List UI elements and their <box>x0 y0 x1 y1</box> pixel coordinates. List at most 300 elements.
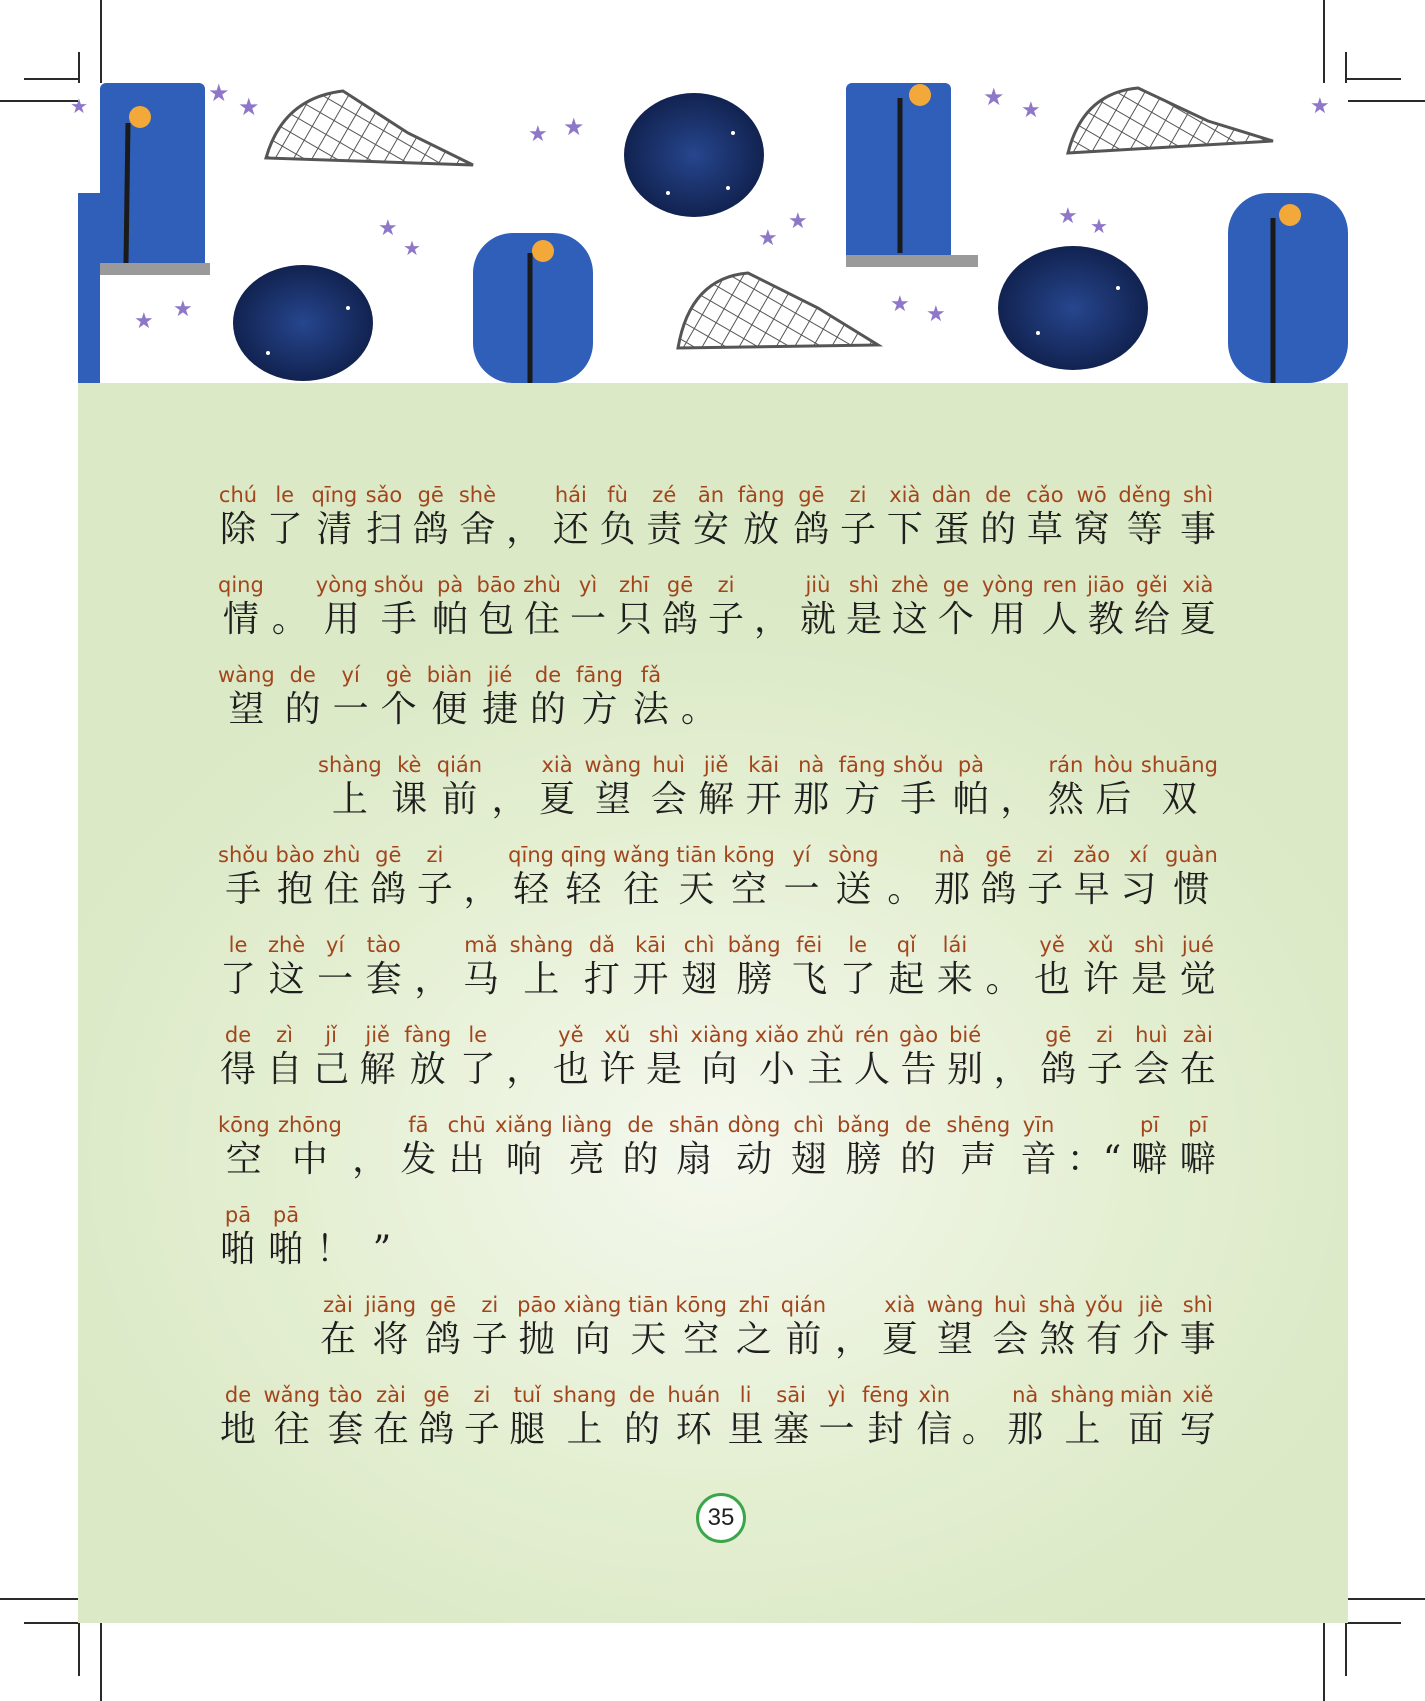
hanzi: 用 <box>323 599 360 640</box>
ruby-char <box>561 843 607 913</box>
ruby-char <box>364 483 404 553</box>
hanzi: 便 <box>431 689 468 730</box>
ruby-char <box>728 1113 781 1183</box>
ruby-char <box>1118 843 1158 913</box>
pinyin: pà <box>957 753 985 777</box>
pinyin: zi <box>426 843 444 867</box>
pinyin: zǎo <box>1073 843 1111 867</box>
hanzi: 包 <box>478 599 515 640</box>
ruby-char <box>927 1293 984 1363</box>
hanzi: 有 <box>1086 1319 1123 1360</box>
pinyin: tào <box>328 1383 363 1407</box>
pinyin: chì <box>683 933 715 957</box>
ruby-char <box>1120 1383 1172 1453</box>
hanzi: 。 <box>271 599 308 640</box>
page-number: 35 <box>696 1493 746 1543</box>
hanzi: 子 <box>1086 1049 1123 1090</box>
hanzi: 送 <box>835 869 872 910</box>
hanzi: 写 <box>1179 1409 1216 1450</box>
text-line <box>218 1273 1218 1363</box>
ruby-char <box>507 1383 547 1453</box>
pinyin: jǐ <box>325 1023 337 1047</box>
pinyin: le <box>275 483 295 507</box>
ruby-char <box>218 483 258 553</box>
pinyin: yì <box>578 573 598 597</box>
pinyin: zhī <box>618 573 650 597</box>
hanzi: ：“ <box>1066 1139 1122 1180</box>
text-line <box>218 823 1218 913</box>
pinyin: shì <box>1134 933 1165 957</box>
pinyin: chì <box>793 1113 825 1137</box>
hanzi: 噼 <box>1131 1139 1168 1180</box>
hanzi: 打 <box>583 959 620 1000</box>
hanzi: 天 <box>630 1319 667 1360</box>
pinyin: kōng <box>218 1113 270 1137</box>
pinyin: shǒu <box>893 753 944 777</box>
hanzi: 动 <box>735 1139 772 1180</box>
ruby-char <box>622 1383 662 1453</box>
hanzi: 手 <box>380 599 417 640</box>
crop-mark <box>1345 78 1401 80</box>
ruby-char <box>218 843 268 913</box>
pinyin: xiàng <box>690 1023 749 1047</box>
hanzi: 一 <box>783 869 820 910</box>
pinyin: hòu <box>1093 753 1134 777</box>
pinyin: tiān <box>676 843 717 867</box>
hanzi: 空 <box>683 1319 720 1360</box>
hanzi: 那 <box>793 779 830 820</box>
story-page <box>78 383 1348 1623</box>
pinyin: de <box>289 663 316 687</box>
pinyin: dǎ <box>588 933 616 957</box>
pinyin: fàng <box>404 1023 452 1047</box>
svg-text:★: ★ <box>1021 98 1041 123</box>
ruby-char <box>789 933 829 1003</box>
ruby-char <box>789 1113 829 1183</box>
hanzi: 放 <box>743 509 780 550</box>
hanzi: 轻 <box>513 869 550 910</box>
ruby-char <box>457 483 497 553</box>
pinyin: chū <box>447 1113 486 1137</box>
pinyin: bāo <box>476 573 516 597</box>
ruby-char <box>1178 1293 1218 1363</box>
pinyin: gē <box>666 573 694 597</box>
ruby-char <box>1093 753 1133 823</box>
hanzi: 空 <box>225 1139 262 1180</box>
hanzi: 。 <box>887 869 924 910</box>
hanzi: 蛋 <box>933 509 970 550</box>
pinyin: gào <box>899 1023 939 1047</box>
hanzi: 鸽 <box>412 509 449 550</box>
ruby-char <box>437 753 482 823</box>
ruby-char <box>265 483 305 553</box>
ruby-char <box>951 753 991 823</box>
pinyin: kōng <box>675 1293 727 1317</box>
pinyin: xìn <box>918 1383 951 1407</box>
night-window-lamp-icon <box>473 233 593 383</box>
ruby-char <box>1025 843 1065 913</box>
hanzi: 舍 <box>459 509 496 550</box>
pinyin: zhōng <box>277 1113 342 1137</box>
pinyin: fēi <box>796 933 823 957</box>
pinyin: hái <box>554 483 587 507</box>
hanzi: 塞 <box>773 1409 810 1450</box>
hanzi: 是 <box>1131 959 1168 1000</box>
hanzi: 抱 <box>277 869 314 910</box>
hanzi: 在 <box>319 1319 356 1360</box>
hanzi: 起 <box>888 959 925 1000</box>
hanzi: 帕 <box>432 599 469 640</box>
crop-mark <box>24 1622 80 1624</box>
ruby-char <box>311 483 357 553</box>
ruby-char <box>283 663 323 733</box>
svg-text:★: ★ <box>173 297 193 322</box>
hanzi: 子 <box>416 869 453 910</box>
night-sky-moon-icon <box>624 93 764 217</box>
hanzi: 草 <box>1026 509 1063 550</box>
pinyin: zài <box>376 1383 406 1407</box>
ruby-char <box>398 1113 438 1183</box>
hanzi: 里 <box>727 1409 764 1450</box>
ruby-char <box>1178 1383 1218 1453</box>
hanzi: 也 <box>1034 959 1071 1000</box>
pinyin: wǎng <box>613 843 670 867</box>
hanzi: 事 <box>1179 1319 1216 1360</box>
svg-text:★: ★ <box>403 236 421 260</box>
hanzi: 早 <box>1073 869 1110 910</box>
hanzi: 住 <box>524 599 561 640</box>
hanzi: 负 <box>599 509 636 550</box>
ruby-char <box>218 1383 258 1453</box>
ruby-char <box>326 1383 366 1453</box>
hanzi: 捷 <box>482 689 519 730</box>
svg-text:★: ★ <box>1310 94 1330 119</box>
ruby-char <box>885 843 925 913</box>
pinyin: xiě <box>1182 1383 1214 1407</box>
hanzi: 向 <box>701 1049 738 1090</box>
ruby-char <box>1019 1113 1059 1183</box>
pinyin: zhù <box>523 573 561 597</box>
pinyin: yì <box>827 1383 846 1407</box>
ruby-char <box>628 1293 668 1363</box>
pinyin: fāng <box>576 663 623 687</box>
hanzi: 许 <box>1082 959 1119 1000</box>
hanzi: 后 <box>1095 779 1132 820</box>
hanzi: 课 <box>391 779 428 820</box>
hanzi: 。 <box>985 959 1022 1000</box>
hanzi: ， <box>1000 779 1037 820</box>
ruby-char <box>1178 1113 1218 1183</box>
ruby-char <box>374 573 424 643</box>
ruby-char <box>218 1203 258 1273</box>
pinyin: qīng <box>311 483 358 507</box>
ruby-char <box>667 1383 720 1453</box>
pinyin: guàn <box>1164 843 1218 867</box>
night-window-lamp-icon <box>1228 193 1348 383</box>
ruby-char <box>1131 1023 1171 1093</box>
ruby-char <box>480 663 520 733</box>
ruby-char <box>726 1383 766 1453</box>
pinyin: yě <box>1039 933 1065 957</box>
ruby-char <box>1178 933 1218 1003</box>
ruby-char <box>316 573 368 643</box>
ruby-char <box>613 843 670 913</box>
ruby-char <box>415 843 455 913</box>
hanzi: 轻 <box>565 869 602 910</box>
ruby-char <box>430 573 470 643</box>
pinyin: xià <box>541 753 573 777</box>
hanzi: 。 <box>680 689 717 730</box>
ruby-char <box>791 753 831 823</box>
ruby-char <box>886 933 926 1003</box>
pinyin: xià <box>889 483 921 507</box>
ruby-char <box>1086 573 1126 643</box>
hanzi: 一 <box>317 959 354 1000</box>
hanzi: 也 <box>552 1049 589 1090</box>
hanzi: ” <box>372 1229 392 1270</box>
hanzi: 这 <box>891 599 928 640</box>
ruby-char <box>551 483 591 553</box>
hanzi: 啪 <box>267 1229 304 1270</box>
ruby-char <box>669 1113 719 1183</box>
pinyin: gěi <box>1135 573 1168 597</box>
illustration-banner <box>70 79 1348 383</box>
pinyin: shà <box>1038 1293 1076 1317</box>
pinyin: wàng <box>218 663 275 687</box>
ruby-char <box>844 573 884 643</box>
ruby-char <box>852 1023 892 1093</box>
pinyin: pā <box>224 1203 252 1227</box>
pinyin: shǒu <box>218 843 269 867</box>
night-window-lamp-icon <box>846 83 978 267</box>
pinyin: zi <box>481 1293 499 1317</box>
ruby-char <box>1132 573 1172 643</box>
hanzi: 放 <box>409 1049 446 1090</box>
hanzi: ， <box>506 509 543 550</box>
ruby-char <box>1051 1383 1115 1453</box>
pinyin: mǎ <box>464 933 498 957</box>
pinyin: li <box>739 1383 752 1407</box>
ruby-char <box>960 1383 1000 1453</box>
pinyin: fāng <box>838 753 886 777</box>
hanzi: 亮 <box>568 1139 605 1180</box>
pinyin: le <box>848 933 868 957</box>
hanzi: 鸽 <box>418 1409 455 1450</box>
pinyin: sòng <box>828 843 879 867</box>
ruby-char <box>389 753 429 823</box>
hanzi: 责 <box>646 509 683 550</box>
hanzi: 信 <box>916 1409 953 1450</box>
pinyin: biàn <box>426 663 473 687</box>
ruby-char <box>315 933 355 1003</box>
pinyin: rán <box>1048 753 1084 777</box>
pinyin: rén <box>854 1023 890 1047</box>
pinyin: gē <box>985 843 1012 867</box>
hanzi: 音 <box>1020 1139 1057 1180</box>
pinyin: tào <box>366 933 401 957</box>
ruby-char <box>660 573 700 643</box>
ruby-char <box>675 1293 727 1363</box>
night-window-lamp-icon <box>100 83 210 275</box>
hanzi: 套 <box>327 1409 364 1450</box>
hanzi: 主 <box>807 1049 844 1090</box>
hanzi: 惯 <box>1173 869 1210 910</box>
pinyin: jiāo <box>1087 573 1125 597</box>
pinyin: xǔ <box>604 1023 631 1047</box>
hanzi: 就 <box>799 599 836 640</box>
ruby-char <box>350 1113 390 1183</box>
hanzi: ， <box>352 1139 389 1180</box>
hanzi: 个 <box>937 599 974 640</box>
hanzi: 地 <box>219 1409 256 1450</box>
ruby-char <box>1130 1113 1170 1183</box>
ruby-char <box>318 753 382 823</box>
ruby-char <box>935 933 975 1003</box>
text-line <box>218 463 1218 553</box>
hanzi: 了 <box>459 1049 496 1090</box>
hanzi: 鸽 <box>662 599 699 640</box>
ruby-char <box>1072 843 1112 913</box>
ruby-char <box>782 843 822 913</box>
pinyin: de <box>985 483 1012 507</box>
hanzi: 小 <box>758 1049 795 1090</box>
hanzi: 望 <box>228 689 265 730</box>
pinyin: zhè <box>267 933 306 957</box>
ruby-char <box>1005 1383 1045 1453</box>
ruby-char <box>885 483 925 553</box>
hanzi: 个 <box>380 689 417 730</box>
ruby-char <box>644 483 684 553</box>
pinyin: zhù <box>322 843 361 867</box>
ruby-char <box>828 843 878 913</box>
pinyin: kè <box>397 753 422 777</box>
night-sky-moon-icon <box>233 265 373 381</box>
hanzi: 事 <box>1179 509 1216 550</box>
hanzi: 的 <box>900 1139 937 1180</box>
svg-text:★: ★ <box>378 216 398 241</box>
ruby-char <box>691 1023 749 1093</box>
wire-net-icon <box>1068 88 1273 153</box>
pinyin: gē <box>1045 1023 1072 1047</box>
ruby-char <box>805 1023 845 1093</box>
hanzi: 窝 <box>1073 509 1110 550</box>
text-line <box>218 1183 1218 1273</box>
ruby-char <box>723 843 775 913</box>
pinyin: yòng <box>315 573 368 597</box>
pinyin: tiān <box>628 1293 669 1317</box>
hanzi: 环 <box>675 1409 712 1450</box>
hanzi: 方 <box>844 779 881 820</box>
pinyin: qián <box>436 753 483 777</box>
ruby-char <box>364 933 404 1003</box>
pinyin: xià <box>1182 573 1214 597</box>
hanzi: 噼 <box>1179 1139 1216 1180</box>
hanzi: 了 <box>839 959 876 1000</box>
pinyin: zi <box>849 483 867 507</box>
hanzi: 开 <box>632 959 669 1000</box>
hanzi: 翅 <box>790 1139 827 1180</box>
pinyin: gē <box>798 483 825 507</box>
hanzi: 望 <box>937 1319 974 1360</box>
pinyin: shì <box>848 573 879 597</box>
hanzi: 腿 <box>509 1409 546 1450</box>
hanzi: 向 <box>574 1319 611 1360</box>
pinyin: gē <box>429 1293 457 1317</box>
hanzi: 许 <box>599 1049 636 1090</box>
hanzi: 还 <box>552 509 589 550</box>
pinyin: wàng <box>584 753 642 777</box>
pinyin: shang <box>552 1383 617 1407</box>
pinyin: miàn <box>1119 1383 1173 1407</box>
text-line <box>218 1093 1218 1183</box>
pinyin: yí <box>792 843 811 867</box>
ruby-char <box>1067 1113 1121 1183</box>
wire-net-icon <box>678 273 878 348</box>
svg-text:★: ★ <box>983 83 1005 111</box>
ruby-char <box>621 1113 661 1183</box>
pinyin: tuǐ <box>513 1383 541 1407</box>
pinyin: jiù <box>805 573 831 597</box>
ruby-char <box>404 1023 451 1093</box>
hanzi: 这 <box>268 959 305 1000</box>
pinyin: de <box>534 663 562 687</box>
hanzi: 然 <box>1047 779 1084 820</box>
svg-text:★: ★ <box>70 94 88 118</box>
ruby-char <box>631 663 671 733</box>
ruby-char <box>744 753 784 823</box>
pinyin: cǎo <box>1026 483 1064 507</box>
hanzi: 子 <box>707 599 744 640</box>
pinyin: wǎng <box>263 1383 321 1407</box>
hanzi: 法 <box>632 689 669 730</box>
hanzi: 用 <box>989 599 1026 640</box>
hanzi: 抛 <box>518 1319 555 1360</box>
ruby-char <box>218 933 258 1003</box>
ruby-char <box>833 1293 873 1363</box>
pinyin: xí <box>1129 843 1148 867</box>
ruby-char <box>1141 753 1218 823</box>
ruby-char <box>218 1113 270 1183</box>
ruby-char <box>551 1023 591 1093</box>
pinyin: yě <box>558 1023 584 1047</box>
ruby-char <box>1178 483 1218 553</box>
pinyin: yīn <box>1022 1113 1055 1137</box>
hanzi: 别 <box>947 1049 984 1090</box>
text-line <box>218 733 1218 823</box>
hanzi: 往 <box>623 869 660 910</box>
ruby-char <box>932 843 972 913</box>
hanzi: 习 <box>1120 869 1157 910</box>
pinyin: shān <box>668 1113 720 1137</box>
hanzi: 啪 <box>219 1229 256 1270</box>
hanzi: 鸽 <box>370 869 407 910</box>
hanzi: 得 <box>219 1049 256 1090</box>
crop-mark <box>1345 1622 1401 1624</box>
ruby-char <box>427 663 472 733</box>
ruby-char <box>522 573 562 643</box>
ruby-char <box>510 933 574 1003</box>
hanzi: 前 <box>441 779 478 820</box>
pinyin: fàng <box>737 483 785 507</box>
pinyin: xiǎo <box>754 1023 799 1047</box>
hanzi: 夏 <box>539 779 576 820</box>
ruby-char <box>218 663 275 733</box>
ruby-char <box>553 1383 617 1453</box>
hanzi: 煞 <box>1039 1319 1076 1360</box>
hanzi: 在 <box>1179 1049 1216 1090</box>
pinyin: jué <box>1181 933 1214 957</box>
hanzi: 声 <box>960 1139 997 1180</box>
